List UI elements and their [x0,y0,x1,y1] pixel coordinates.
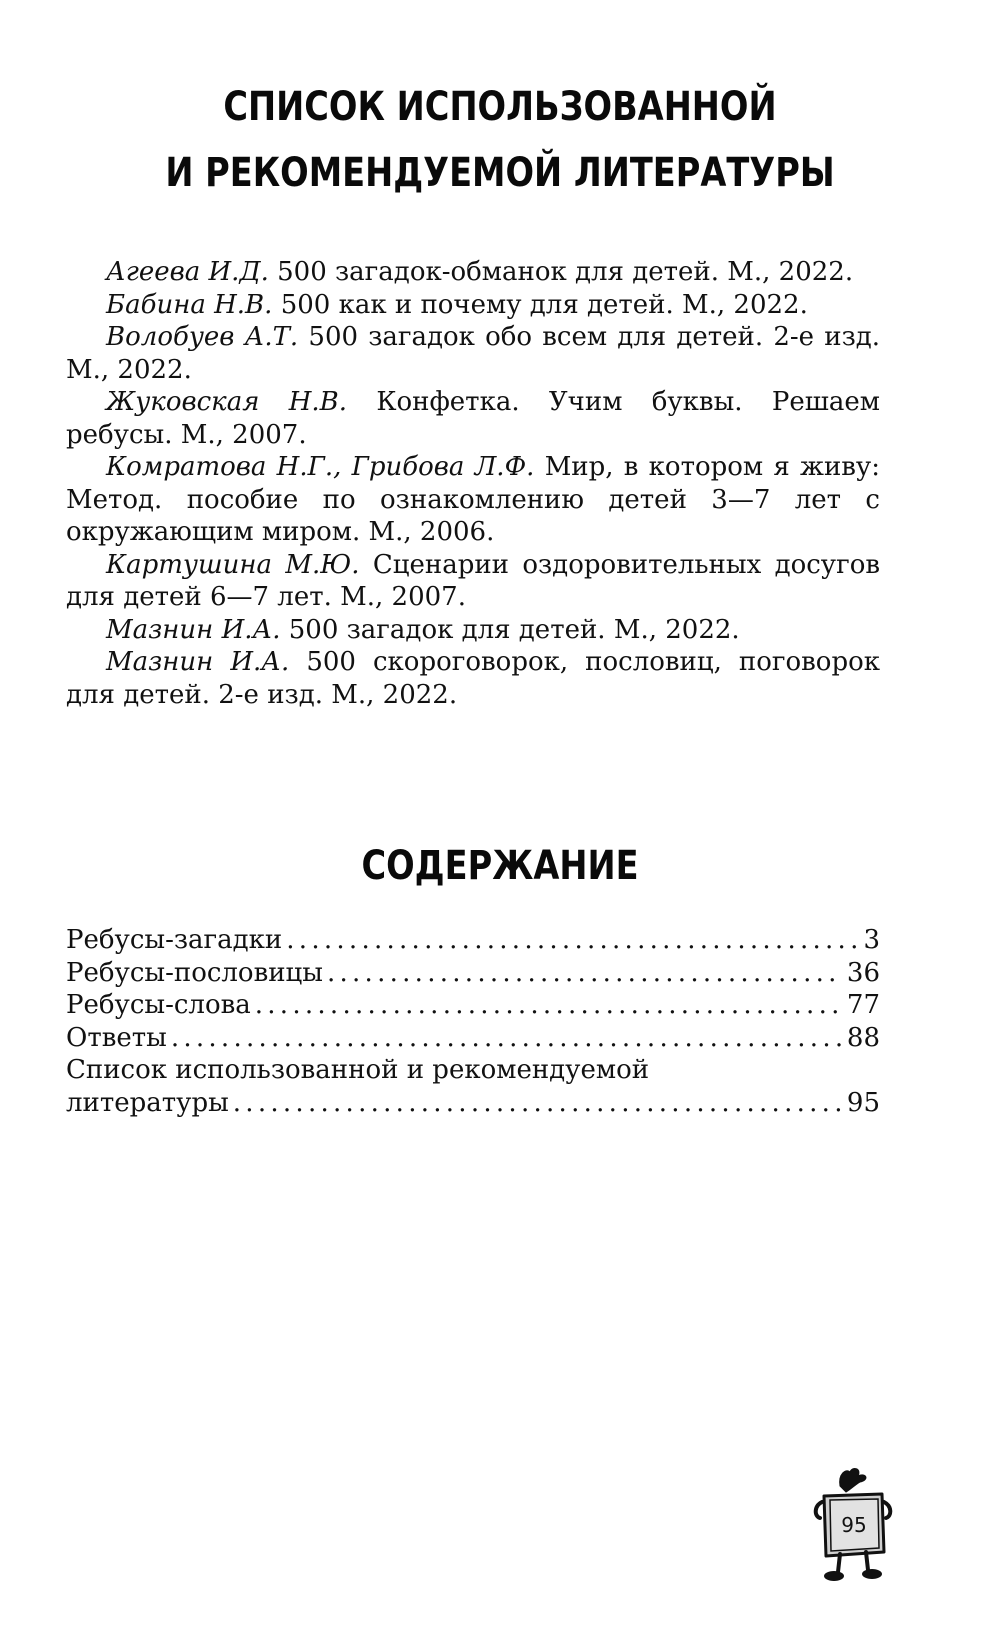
entry-author: Картушина М.Ю. [106,549,360,580]
entry-text: Сценарии оздоровительных досугов для детей 6—7 лет. М., 2007. [66,549,881,612]
entry-text: Мир, в котором я живу: Метод. пособие по ознакомлению детей 3—7 лет с окружающим миром. М., 2006. [66,452,880,547]
entry-author: Мазнин И.А. [106,647,290,677]
bibliography-entry [66,614,880,647]
bibliography-entry [66,289,880,322]
toc-entry-page: 77 [846,990,880,1020]
toc-entry-multiline[interactable] [66,1054,880,1119]
entry-text: 500 загадок для детей. М., 2022. [288,614,740,645]
bibliography-title-line-2: И РЕКОМЕНДУЕМОЙ ЛИТЕРАТУРЫ [165,150,835,196]
mascot-right-arm-icon [884,1502,890,1518]
bibliography-title [80,74,920,206]
table-of-contents [66,924,880,1119]
toc-entry[interactable] [66,989,880,1022]
toc-entry-label: литературы [66,1087,229,1118]
toc-entry[interactable] [66,1022,880,1055]
toc-leader-dots [233,1087,843,1120]
toc-entry-label: Ребусы-пословицы [66,957,323,988]
entry-text: 500 загадок-обманок для детей. М., 2022. [277,257,854,287]
toc-entry[interactable] [66,924,880,957]
page-number: 95 [841,1513,867,1537]
entry-author: Комратова Н.Г., Грибова Л.Ф. [106,452,535,482]
bibliography-entry [66,646,880,711]
bibliography-entry [66,321,880,386]
bibliography-entry [66,451,880,549]
bibliography-entry [66,549,880,614]
toc-entry-line-2 [66,1087,880,1120]
entry-text: 500 скороговорок, пословиц, поговорок для детей. 2-е изд. М., 2022. [66,647,880,710]
mascot-hair-icon [840,1469,866,1492]
entry-text: Конфетка. Учим буквы. Решаем ребусы. М., 2007. [66,387,881,450]
mascot-left-foot-icon [824,1571,844,1581]
bibliography-entry [66,256,880,289]
bibliography-list [66,256,880,711]
entry-author: Мазнин И.А. [106,614,281,645]
entry-author: Бабина Н.В. [106,289,273,320]
toc-entry-page: 95 [846,1087,880,1118]
toc-leader-dots [255,989,843,1022]
contents-title: СОДЕРЖАНИЕ [361,843,639,889]
entry-text: 500 загадок обо всем для детей. 2-е изд. М., 2022. [66,322,881,385]
toc-entry[interactable] [66,957,880,990]
toc-leader-dots [171,1022,843,1055]
bibliography-title-line-1: СПИСОК ИСПОЛЬЗОВАННОЙ [223,84,777,130]
bibliography-entry [66,386,880,451]
toc-leader-dots [327,957,843,990]
book-mascot-page-number [810,1466,896,1586]
toc-entry-label: Ребусы-слова [66,990,251,1020]
entry-author: Волобуев А.Т. [106,322,299,352]
entry-author: Агеева И.Д. [106,257,269,287]
toc-entry-label: Ответы [66,1022,167,1053]
toc-entry-page: 36 [846,957,880,988]
toc-leader-dots [286,924,859,957]
toc-entry-page: 88 [846,1022,880,1053]
entry-author: Жуковская Н.В. [106,387,348,417]
toc-entry-label-line-1: Список использованной и рекомендуемой [66,1055,650,1085]
toc-entry-label: Ребусы-загадки [66,925,283,955]
toc-entry-page: 3 [863,925,880,955]
mascot-left-arm-icon [816,1502,822,1518]
entry-text: 500 как и почему для детей. М., 2022. [280,289,808,320]
mascot-right-foot-icon [862,1569,882,1579]
